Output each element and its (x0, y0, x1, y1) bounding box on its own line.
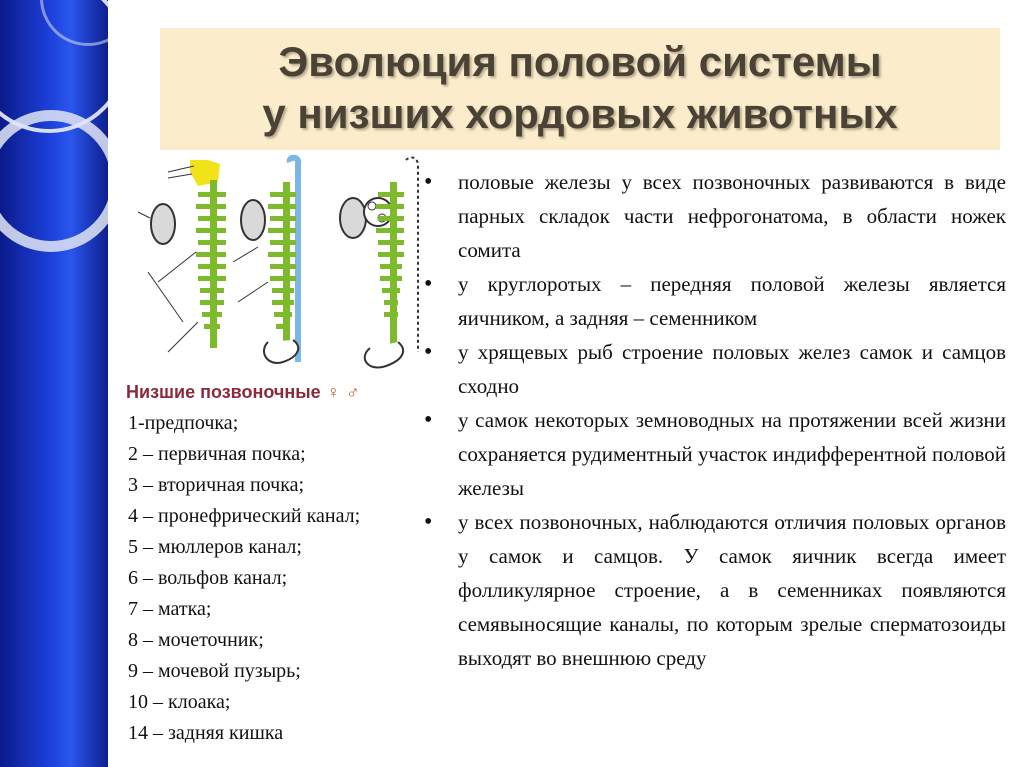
legend-item: 2 – первичная почка; (128, 443, 306, 465)
legend-item: 3 – вторичная почка; (128, 474, 305, 496)
slide-title-line-2: у низших хордовых животных (262, 90, 898, 137)
ovary-shape (364, 198, 392, 226)
decorative-side-band (0, 0, 108, 767)
slide-title-line-1: Эволюция половой системы (278, 38, 882, 85)
bullet-text: у самок некоторых земноводных на протяжении всей жизни сохраняется рудиментный участок индифферентной половой железы (458, 408, 1006, 500)
bullet-icon: • (424, 339, 433, 365)
bullet-text: у хрящевых рыб строение половых желез самок и самцов сходно (458, 340, 1006, 398)
legend-item: 9 – мочевой пузырь; (128, 660, 301, 682)
legend-item: 7 – матка; (128, 598, 212, 620)
bullet-list (424, 165, 1006, 675)
bullet-text: у всех позвоночных, наблюдаются отличия половых органов у самок и самцов. У самок яичник всегда имеет фолликулярное строение, а в семенниках появляются семявыносящие каналы, по которым зрелые сперматозоиды выходят во внешнюю среду (458, 510, 1006, 670)
cloaca-shape (365, 342, 403, 367)
bullet-text: половые железы у всех позвоночных развиваются в виде парных складок части нефрогонатома, в области ножек сомита (458, 170, 1006, 262)
male-symbol-icon: ♂ (346, 382, 360, 402)
legend-item: 10 – клоака; (128, 691, 231, 713)
gonad-shape (241, 200, 265, 240)
bullet-item (424, 165, 1006, 267)
figure-caption (126, 382, 360, 403)
cloaca-shape (264, 340, 298, 363)
figure-legend (128, 408, 360, 749)
anatomy-figure (128, 152, 428, 378)
bullet-text: у круглоротых – передняя половой железы является яичником, а задняя – семенником (458, 272, 1006, 330)
bullet-icon: • (424, 169, 433, 195)
kidney-tubules (268, 192, 296, 329)
bullet-item (424, 267, 1006, 335)
bullet-item (424, 403, 1006, 505)
diagram-fish (233, 158, 298, 363)
bullet-icon: • (424, 271, 433, 297)
gonad-shape (151, 204, 175, 244)
callout-lines (138, 166, 198, 352)
figure-caption-text: Низшие позвоночные (126, 382, 321, 402)
legend-item: 1-предпочка; (128, 412, 239, 434)
kidney-duct-diagram (128, 152, 428, 378)
dashed-duct (406, 158, 418, 352)
diagram-lamprey (138, 160, 226, 352)
bullet-item (424, 505, 1006, 675)
title-banner (160, 28, 1000, 150)
callout-lines (233, 247, 268, 302)
legend-item: 6 – вольфов канал; (128, 567, 288, 589)
legend-item: 5 – мюллеров канал; (128, 536, 302, 558)
decorative-ring (0, 110, 108, 252)
bullet-icon: • (424, 407, 433, 433)
legend-item: 4 – пронефрический канал; (128, 505, 361, 527)
legend-item: 14 – задняя кишка (128, 722, 284, 744)
mullerian-duct (290, 158, 298, 362)
diagram-amphibian (340, 158, 418, 368)
female-symbol-icon: ♀ (326, 382, 341, 402)
gonad-shape (340, 198, 366, 238)
bullet-item (424, 335, 1006, 403)
bullet-icon: • (424, 509, 433, 535)
legend-item: 8 – мочеточник; (128, 629, 264, 651)
slide-title (160, 36, 1000, 140)
